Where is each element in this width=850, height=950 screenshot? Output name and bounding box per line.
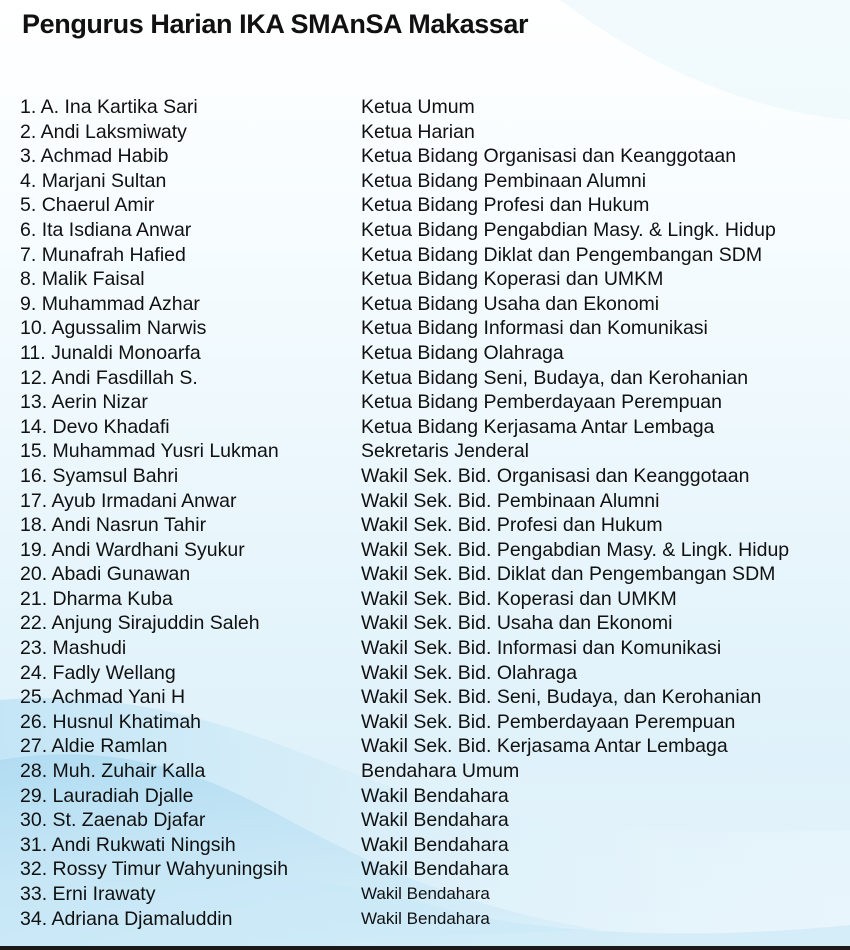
member-role: Wakil Bendahara xyxy=(361,884,490,903)
roster-row xyxy=(20,169,850,194)
member-role: Ketua Bidang Kerjasama Antar Lembaga xyxy=(361,415,715,438)
member-number: 5. xyxy=(20,194,37,217)
member-role: Wakil Sek. Bid. Diklat dan Pengembangan SDM xyxy=(361,563,776,586)
roster-row xyxy=(20,243,850,268)
member-name-text: Syamsul Bahri xyxy=(52,464,179,487)
member-role: Wakil Bendahara xyxy=(361,833,509,856)
member-name-text: Andi Fasdillah S. xyxy=(51,366,198,389)
member-role: Bendahara Umum xyxy=(361,760,520,783)
member-name-text: St. Zaenab Djafar xyxy=(52,809,206,832)
member-name-text: Adriana Djamaluddin xyxy=(51,907,233,930)
member-name-text: Lauradiah Djalle xyxy=(52,784,194,807)
member-number: 10. xyxy=(20,317,48,340)
member-name-text: Agussalim Narwis xyxy=(51,317,207,340)
member-name xyxy=(20,513,361,538)
member-name xyxy=(20,390,361,415)
member-role: Wakil Sek. Bid. Profesi dan Hukum xyxy=(361,514,663,537)
member-number: 20. xyxy=(20,563,48,586)
member-name-text: Fadly Wellang xyxy=(52,661,176,684)
roster-row xyxy=(20,120,850,145)
member-number: 31. xyxy=(20,833,48,856)
member-number: 13. xyxy=(20,391,48,414)
member-role: Ketua Bidang Seni, Budaya, dan Kerohanian xyxy=(361,366,749,389)
committee-roster xyxy=(20,95,850,931)
member-name xyxy=(20,784,361,809)
member-name xyxy=(20,439,361,464)
member-number: 28. xyxy=(20,760,48,783)
member-name-text: Chaerul Amir xyxy=(41,194,155,217)
member-role: Ketua Bidang Olahraga xyxy=(361,341,564,364)
roster-row xyxy=(20,857,850,882)
member-number: 2. xyxy=(20,120,37,143)
member-number: 6. xyxy=(20,218,37,241)
member-role: Ketua Bidang Profesi dan Hukum xyxy=(361,194,650,217)
member-role: Wakil Sek. Bid. Pembinaan Alumni xyxy=(361,489,660,512)
roster-row xyxy=(20,464,850,489)
roster-row xyxy=(20,366,850,391)
member-number: 33. xyxy=(20,883,48,905)
roster-row xyxy=(20,808,850,833)
roster-row xyxy=(20,218,850,243)
member-name xyxy=(20,636,361,661)
member-name xyxy=(20,144,361,169)
member-number: 22. xyxy=(20,612,48,635)
member-name-text: Anjung Sirajuddin Saleh xyxy=(51,612,260,635)
member-number: 9. xyxy=(20,292,37,315)
member-name xyxy=(20,489,361,514)
member-role: Sekretaris Jenderal xyxy=(361,440,529,463)
member-role: Wakil Sek. Bid. Kerjasama Antar Lembaga xyxy=(361,735,728,758)
member-name-text: Mashudi xyxy=(52,637,127,660)
member-name-text: Ayub Irmadani Anwar xyxy=(51,489,237,512)
member-name xyxy=(20,169,361,194)
member-name-text: Malik Faisal xyxy=(41,268,145,291)
member-name-text: Andi Nasrun Tahir xyxy=(51,514,207,537)
roster-row xyxy=(20,267,850,292)
member-role: Ketua Bidang Organisasi dan Keanggotaan xyxy=(361,145,737,168)
member-role: Wakil Sek. Bid. Informasi dan Komunikasi xyxy=(361,637,722,660)
member-name xyxy=(20,292,361,317)
roster-row xyxy=(20,685,850,710)
member-number: 8. xyxy=(20,268,37,291)
member-name xyxy=(20,538,361,563)
member-role: Wakil Bendahara xyxy=(361,784,509,807)
member-name-text: Marjani Sultan xyxy=(41,169,167,192)
member-name-text: Aldie Ramlan xyxy=(51,735,168,758)
member-name-text: Andi Laksmiwaty xyxy=(40,120,187,143)
member-name xyxy=(20,562,361,587)
member-name xyxy=(20,120,361,145)
member-number: 15. xyxy=(20,440,48,463)
member-number: 18. xyxy=(20,514,48,537)
member-number: 19. xyxy=(20,538,48,561)
member-role: Wakil Sek. Bid. Seni, Budaya, dan Kerohanian xyxy=(361,686,762,709)
member-name xyxy=(20,833,361,858)
roster-row xyxy=(20,95,850,120)
member-name xyxy=(20,366,361,391)
roster-row xyxy=(20,513,850,538)
roster-row xyxy=(20,144,850,169)
member-name xyxy=(20,95,361,120)
member-name xyxy=(20,415,361,440)
member-number: 26. xyxy=(20,710,48,733)
roster-row xyxy=(20,661,850,686)
bottom-border-line xyxy=(0,946,850,950)
member-number: 14. xyxy=(20,415,48,438)
member-number: 25. xyxy=(20,686,48,709)
member-number: 24. xyxy=(20,661,48,684)
member-name xyxy=(20,587,361,612)
roster-row xyxy=(20,341,850,366)
member-number: 17. xyxy=(20,489,48,512)
member-role: Ketua Umum xyxy=(361,96,475,118)
member-name-text: Aerin Nizar xyxy=(51,391,148,414)
roster-row xyxy=(20,784,850,809)
roster-row xyxy=(20,562,850,587)
member-role: Wakil Bendahara xyxy=(361,908,490,928)
member-number: 11. xyxy=(20,341,46,364)
member-name xyxy=(20,218,361,243)
roster-row xyxy=(20,193,850,218)
member-name xyxy=(20,661,361,686)
member-role: Wakil Sek. Bid. Organisasi dan Keanggotaan xyxy=(361,464,750,487)
roster-row xyxy=(20,882,850,907)
member-number: 23. xyxy=(20,637,48,660)
member-role: Ketua Bidang Koperasi dan UMKM xyxy=(361,268,664,291)
member-name xyxy=(20,193,361,218)
member-name xyxy=(20,243,361,268)
member-role: Wakil Sek. Bid. Usaha dan Ekonomi xyxy=(361,612,673,635)
member-role: Ketua Bidang Pembinaan Alumni xyxy=(361,169,647,192)
member-name-text: Rossy Timur Wahyuningsih xyxy=(52,858,289,881)
member-name-text: Devo Khadafi xyxy=(52,415,170,438)
member-number: 34. xyxy=(20,907,48,930)
member-role: Ketua Bidang Usaha dan Ekonomi xyxy=(361,292,660,315)
member-name xyxy=(20,808,361,833)
roster-row xyxy=(20,759,850,784)
member-name xyxy=(20,685,361,710)
member-number: 21. xyxy=(20,587,48,610)
member-number: 30. xyxy=(20,809,48,832)
member-name-text: Achmad Yani H xyxy=(51,686,186,709)
roster-row xyxy=(20,611,850,636)
roster-row xyxy=(20,439,850,464)
member-name-text: Andi Rukwati Ningsih xyxy=(51,833,236,856)
member-role: Wakil Sek. Bid. Pemberdayaan Perempuan xyxy=(361,710,736,733)
roster-row xyxy=(20,710,850,735)
member-role: Ketua Bidang Pemberdayaan Perempuan xyxy=(361,391,722,414)
roster-row xyxy=(20,587,850,612)
member-role: Wakil Sek. Bid. Koperasi dan UMKM xyxy=(361,587,677,610)
member-name xyxy=(20,882,361,907)
member-name-text: Andi Wardhani Syukur xyxy=(51,538,245,561)
member-number: 12. xyxy=(20,366,48,389)
page-title: Pengurus Harian IKA SMAnSA Makassar xyxy=(22,9,529,39)
roster-row xyxy=(20,538,850,563)
member-name xyxy=(20,316,361,341)
member-number: 1. xyxy=(20,96,37,118)
member-name-text: Abadi Gunawan xyxy=(51,563,191,586)
member-name-text: Ita Isdiana Anwar xyxy=(41,218,192,241)
member-name-text: Muhammad Yusri Lukman xyxy=(52,440,279,463)
member-name-text: Junaldi Monoarfa xyxy=(51,341,201,364)
member-name xyxy=(20,611,361,636)
member-name xyxy=(20,710,361,735)
member-role: Wakil Bendahara xyxy=(361,858,509,881)
member-role: Wakil Sek. Bid. Pengabdian Masy. & Lingk. Hidup xyxy=(361,538,790,561)
member-role: Ketua Harian xyxy=(361,120,475,143)
member-name xyxy=(20,341,361,366)
roster-row xyxy=(20,636,850,661)
member-name-text: Erni Irawaty xyxy=(52,883,156,905)
member-role: Wakil Bendahara xyxy=(361,809,509,832)
member-role: Ketua Bidang Informasi dan Komunikasi xyxy=(361,317,708,340)
roster-row xyxy=(20,489,850,514)
roster-row xyxy=(20,907,850,932)
member-role: Wakil Sek. Bid. Olahraga xyxy=(361,661,578,684)
member-number: 32. xyxy=(20,858,48,881)
member-name xyxy=(20,267,361,292)
roster-row xyxy=(20,316,850,341)
member-name xyxy=(20,907,361,932)
member-name-text: Munafrah Hafied xyxy=(41,243,186,266)
member-name xyxy=(20,464,361,489)
member-name xyxy=(20,759,361,784)
member-number: 27. xyxy=(20,735,48,758)
roster-row xyxy=(20,734,850,759)
roster-row xyxy=(20,833,850,858)
member-name-text: A. Ina Kartika Sari xyxy=(40,96,198,118)
member-number: 4. xyxy=(20,169,37,192)
member-number: 29. xyxy=(20,784,48,807)
member-number: 7. xyxy=(20,243,37,266)
member-name-text: Muhammad Azhar xyxy=(41,292,200,315)
roster-row xyxy=(20,415,850,440)
roster-row xyxy=(20,390,850,415)
member-name xyxy=(20,857,361,882)
member-role: Ketua Bidang Diklat dan Pengembangan SDM xyxy=(361,243,763,266)
member-name-text: Achmad Habib xyxy=(40,145,169,168)
member-number: 16. xyxy=(20,464,48,487)
member-number: 3. xyxy=(20,145,37,168)
member-name-text: Husnul Khatimah xyxy=(52,710,202,733)
member-name-text: Muh. Zuhair Kalla xyxy=(52,760,206,783)
member-name xyxy=(20,734,361,759)
roster-row xyxy=(20,292,850,317)
member-role: Ketua Bidang Pengabdian Masy. & Lingk. Hidup xyxy=(361,218,776,241)
member-name-text: Dharma Kuba xyxy=(52,587,173,610)
